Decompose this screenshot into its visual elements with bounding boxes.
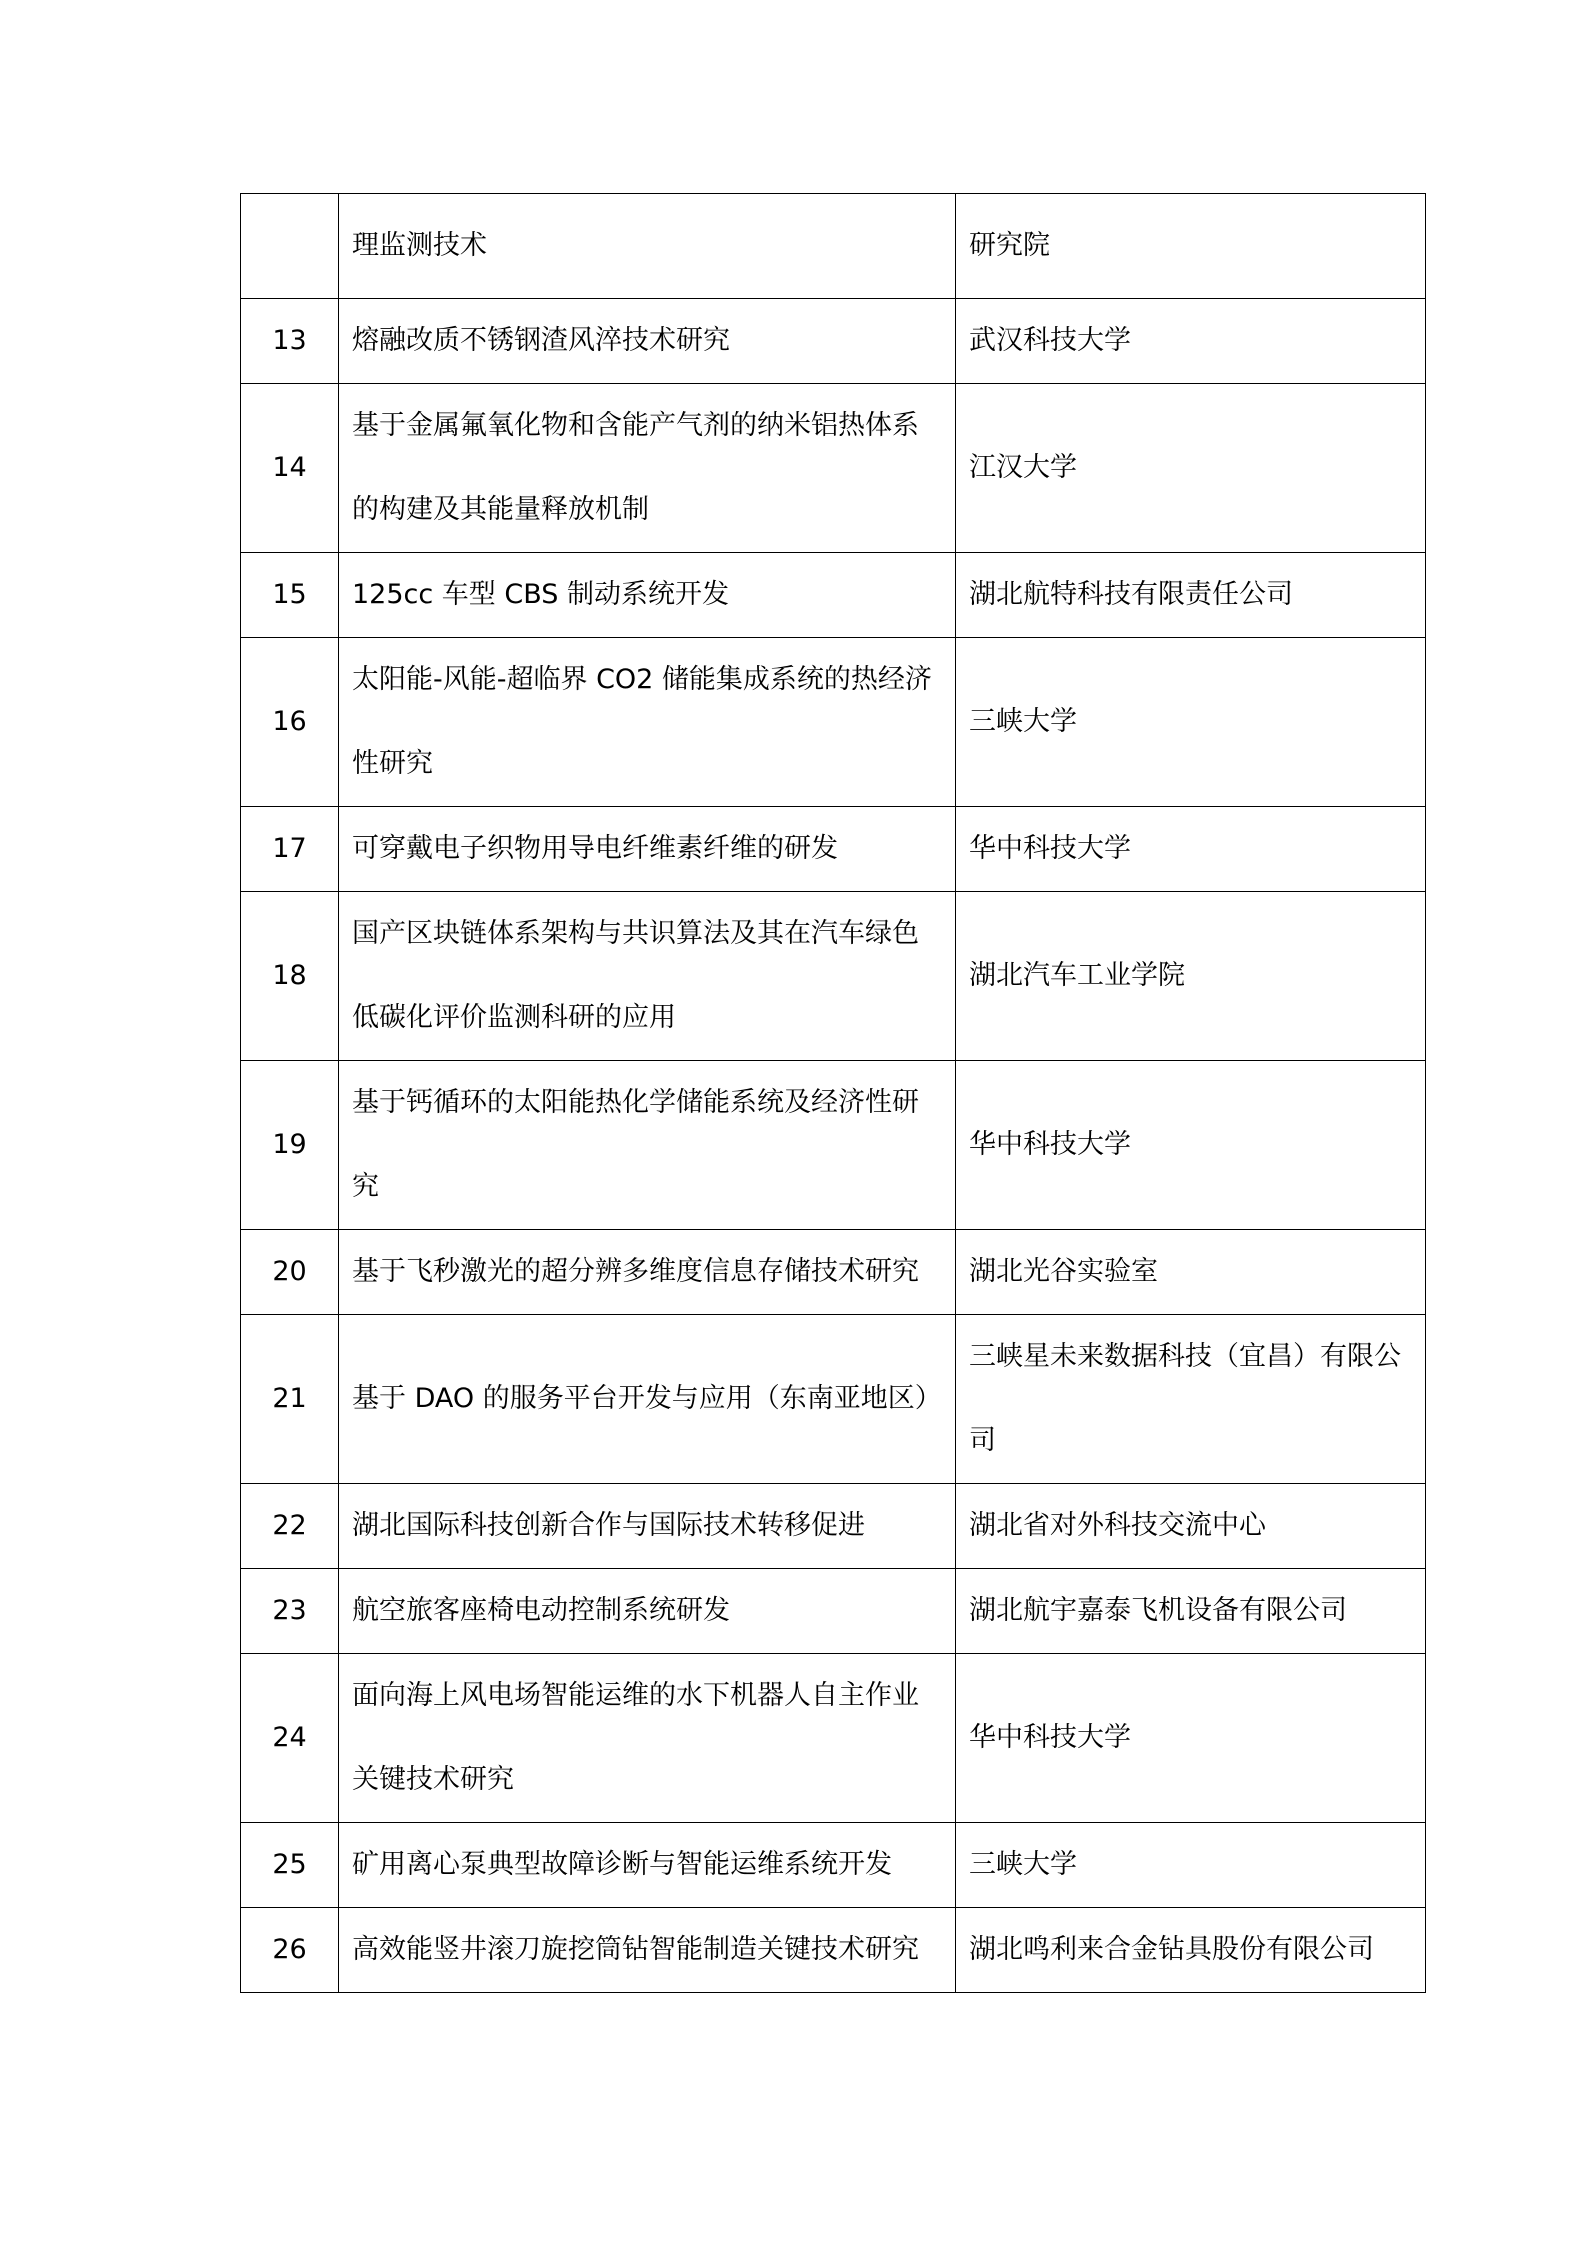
undertaking-unit: 华中科技大学 (956, 807, 1426, 892)
row-number: 20 (241, 1230, 339, 1315)
project-table (240, 193, 1426, 1993)
table-row (241, 638, 1426, 807)
table-row (241, 892, 1426, 1061)
undertaking-unit: 湖北航宇嘉泰飞机设备有限公司 (956, 1569, 1426, 1654)
undertaking-unit: 湖北光谷实验室 (956, 1230, 1426, 1315)
row-number: 16 (241, 638, 339, 807)
project-name: 矿用离心泵典型故障诊断与智能运维系统开发 (339, 1823, 956, 1908)
project-name: 可穿戴电子织物用导电纤维素纤维的研发 (339, 807, 956, 892)
row-number: 24 (241, 1654, 339, 1823)
project-table-body (241, 194, 1426, 1993)
row-number: 14 (241, 384, 339, 553)
undertaking-unit: 三峡大学 (956, 1823, 1426, 1908)
table-row (241, 1315, 1426, 1484)
table-row (241, 1654, 1426, 1823)
row-number: 19 (241, 1061, 339, 1230)
row-number: 18 (241, 892, 339, 1061)
project-name: 国产区块链体系架构与共识算法及其在汽车绿色低碳化评价监测科研的应用 (339, 892, 956, 1061)
row-number: 23 (241, 1569, 339, 1654)
undertaking-unit: 三峡大学 (956, 638, 1426, 807)
project-name: 基于钙循环的太阳能热化学储能系统及经济性研究 (339, 1061, 956, 1230)
undertaking-unit: 武汉科技大学 (956, 299, 1426, 384)
table-row (241, 1823, 1426, 1908)
undertaking-unit: 湖北汽车工业学院 (956, 892, 1426, 1061)
project-name: 125cc 车型 CBS 制动系统开发 (339, 553, 956, 638)
row-number: 21 (241, 1315, 339, 1484)
undertaking-unit: 江汉大学 (956, 384, 1426, 553)
table-row (241, 1484, 1426, 1569)
project-name: 基于 DAO 的服务平台开发与应用（东南亚地区） (339, 1315, 956, 1484)
table-row (241, 384, 1426, 553)
row-number: 13 (241, 299, 339, 384)
row-number: 15 (241, 553, 339, 638)
row-number (241, 194, 339, 299)
undertaking-unit: 研究院 (956, 194, 1426, 299)
undertaking-unit: 湖北航特科技有限责任公司 (956, 553, 1426, 638)
undertaking-unit: 华中科技大学 (956, 1654, 1426, 1823)
undertaking-unit: 华中科技大学 (956, 1061, 1426, 1230)
project-name: 面向海上风电场智能运维的水下机器人自主作业关键技术研究 (339, 1654, 956, 1823)
undertaking-unit: 湖北省对外科技交流中心 (956, 1484, 1426, 1569)
project-name: 航空旅客座椅电动控制系统研发 (339, 1569, 956, 1654)
project-name: 理监测技术 (339, 194, 956, 299)
table-row (241, 1908, 1426, 1993)
project-name: 熔融改质不锈钢渣风淬技术研究 (339, 299, 956, 384)
row-number: 26 (241, 1908, 339, 1993)
table-row (241, 299, 1426, 384)
row-number: 25 (241, 1823, 339, 1908)
table-row (241, 1061, 1426, 1230)
undertaking-unit: 湖北鸣利来合金钻具股份有限公司 (956, 1908, 1426, 1993)
project-name: 基于金属氟氧化物和含能产气剂的纳米铝热体系的构建及其能量释放机制 (339, 384, 956, 553)
table-row (241, 194, 1426, 299)
project-name: 高效能竖井滚刀旋挖筒钻智能制造关键技术研究 (339, 1908, 956, 1993)
row-number: 22 (241, 1484, 339, 1569)
project-name: 太阳能-风能-超临界 CO2 储能集成系统的热经济性研究 (339, 638, 956, 807)
table-row (241, 553, 1426, 638)
project-name: 基于飞秒激光的超分辨多维度信息存储技术研究 (339, 1230, 956, 1315)
table-row (241, 1230, 1426, 1315)
project-name: 湖北国际科技创新合作与国际技术转移促进 (339, 1484, 956, 1569)
row-number: 17 (241, 807, 339, 892)
table-row (241, 807, 1426, 892)
undertaking-unit: 三峡星未来数据科技（宜昌）有限公司 (956, 1315, 1426, 1484)
table-row (241, 1569, 1426, 1654)
